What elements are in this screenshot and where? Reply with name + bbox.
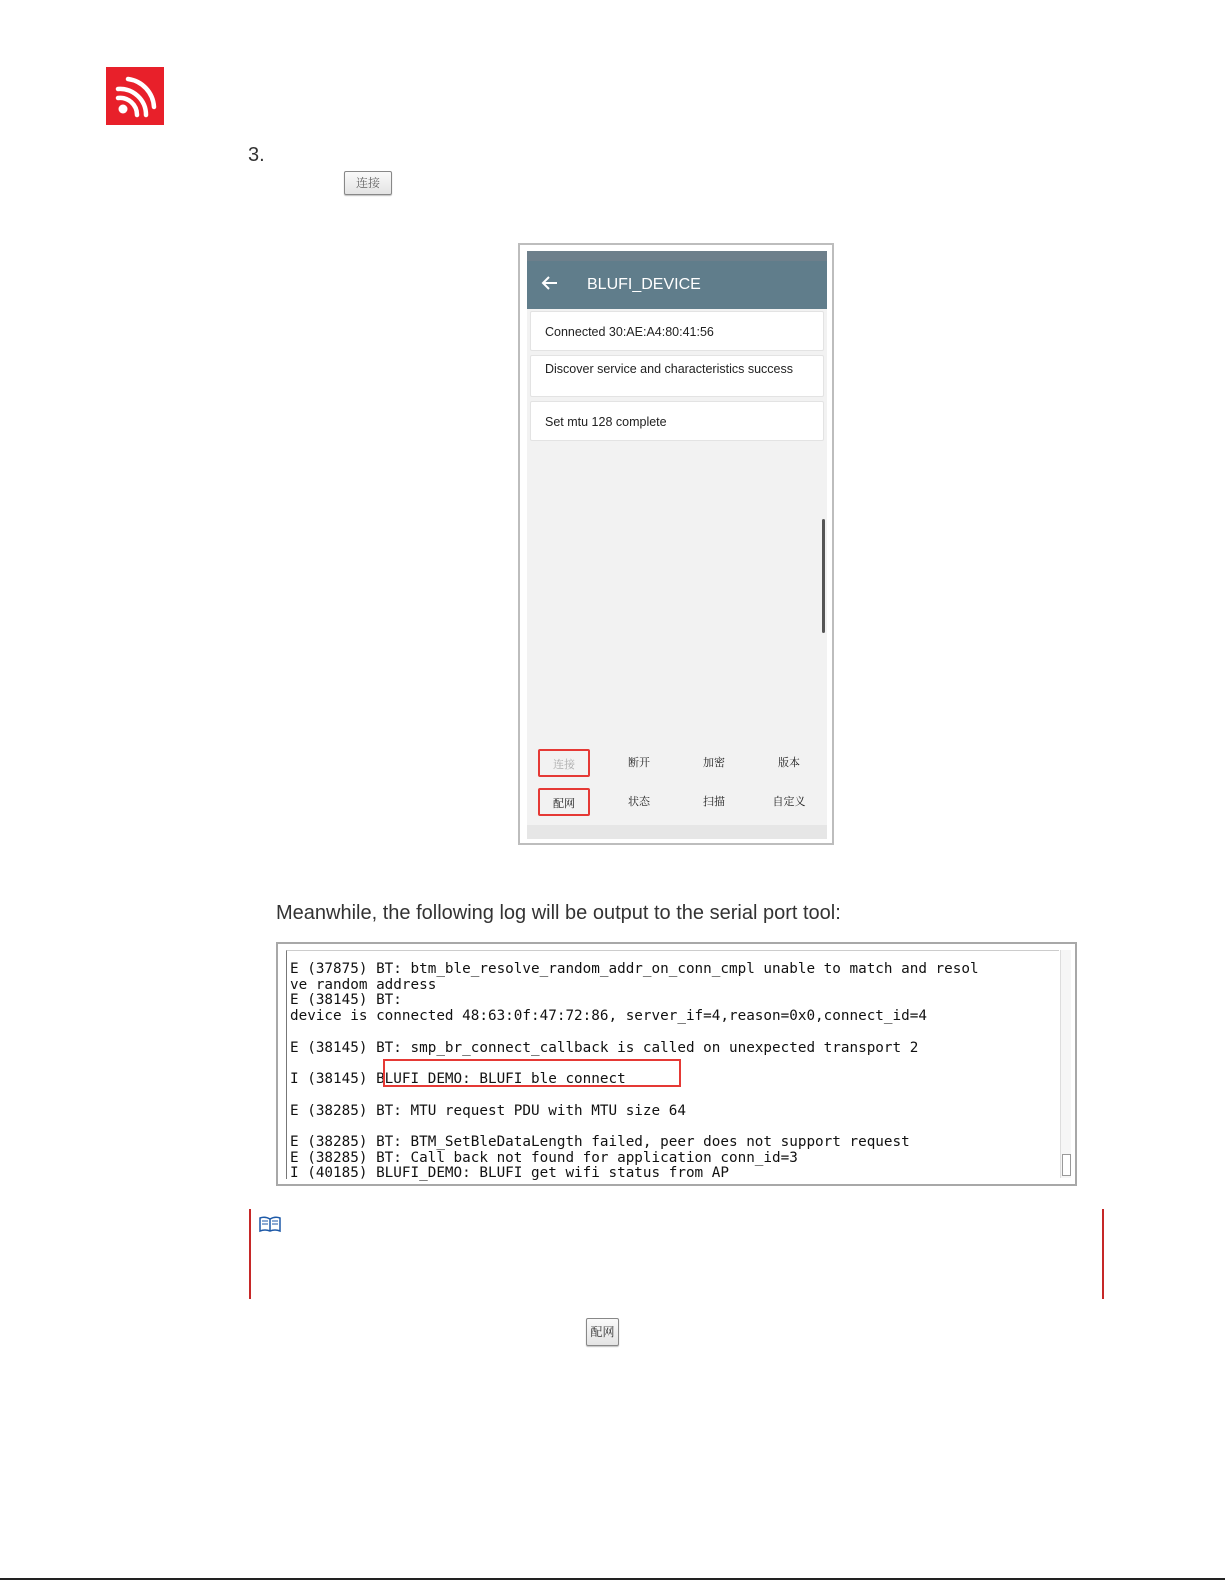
disconnect-button[interactable]: 断开 — [628, 757, 650, 769]
log-line: E (37875) BT: btm_ble_resolve_random_addr_on_conn_cmpl unable to match and resol — [290, 961, 979, 977]
phone-screen — [527, 251, 827, 839]
message-card: Connected 30:AE:A4:80:41:56 — [530, 311, 824, 351]
app-title: BLUFI_DEVICE — [587, 276, 701, 293]
connect-button-image: 连接 — [344, 171, 392, 195]
scan-button[interactable]: 扫描 — [703, 796, 725, 808]
connect-button[interactable]: 连接 — [538, 749, 590, 777]
message-card: Set mtu 128 complete — [530, 401, 824, 441]
configure-network-button-image: 配网 — [586, 1318, 619, 1346]
serial-log-screenshot — [276, 942, 1077, 1186]
encrypt-button[interactable]: 加密 — [703, 757, 725, 769]
log-line: E (38285) BT: MTU request PDU with MTU size 64 — [290, 1103, 686, 1119]
log-highlight-box — [383, 1059, 681, 1087]
version-button[interactable]: 版本 — [778, 757, 800, 769]
note-box — [249, 1209, 1104, 1299]
log-line: E (38285) BT: Call back not found for application conn_id=3 — [290, 1150, 798, 1166]
status-button[interactable]: 状态 — [628, 796, 650, 808]
arrow-left-icon[interactable] — [541, 274, 559, 297]
log-line: E (38145) BT: smp_br_connect_callback is called on unexpected transport 2 — [290, 1040, 919, 1056]
log-line: I (38145) BLUFI_DEMO: BLUFI ble connect — [290, 1071, 626, 1087]
log-text-area — [286, 950, 1059, 1179]
log-line: E (38285) BT: BTM_SetBleDataLength failed, peer does not support request — [290, 1134, 910, 1150]
message-card: Discover service and characteristics success — [530, 355, 824, 397]
log-line: I (40185) BLUFI_DEMO: BLUFI get wifi status from AP — [290, 1165, 729, 1181]
log-line: E (38145) BT: — [290, 992, 402, 1008]
log-scrollbar[interactable] — [1060, 950, 1071, 1178]
espressif-logo — [106, 67, 164, 125]
log-line: ve random address — [290, 977, 437, 993]
status-bar — [527, 251, 827, 261]
page-footer-rule — [0, 1578, 1225, 1580]
log-intro-text: Meanwhile, the following log will be output to the serial port tool: — [276, 902, 841, 924]
log-scrollbar-thumb[interactable] — [1062, 1154, 1071, 1176]
scrollbar[interactable] — [822, 519, 825, 633]
book-icon — [259, 1215, 281, 1238]
log-line: device is connected 48:63:0f:47:72:86, server_if=4,reason=0x0,connect_id=4 — [290, 1008, 927, 1024]
configure-network-button[interactable]: 配网 — [538, 788, 590, 816]
custom-button[interactable]: 自定义 — [772, 796, 806, 808]
step-number: 3. — [248, 144, 265, 166]
espressif-logo-icon — [106, 67, 164, 125]
app-bar — [527, 261, 827, 309]
system-nav-bar — [527, 825, 827, 839]
